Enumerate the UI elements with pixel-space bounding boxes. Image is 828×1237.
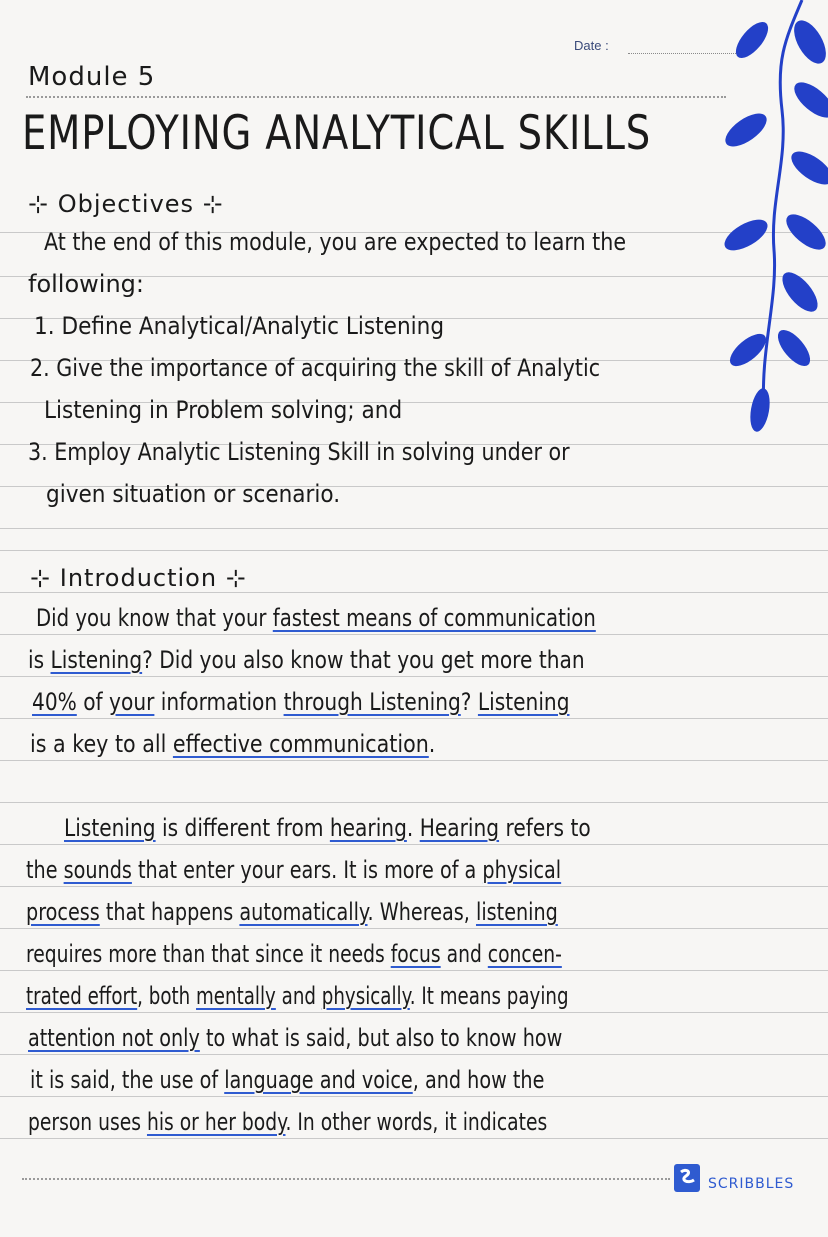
- dotted-guide: [26, 96, 726, 98]
- underlined-phrase: Hearing: [419, 814, 500, 842]
- intro-line: [28, 1108, 547, 1136]
- underlined-phrase: Listening: [50, 646, 143, 674]
- ruled-line: [0, 592, 828, 593]
- text-run: to what is said, but also to know how: [199, 1024, 563, 1052]
- text-run: the: [26, 856, 64, 884]
- objectives-heading: ⊹ Objectives ⊹: [28, 190, 224, 218]
- objective-line: given situation or scenario.: [46, 480, 341, 508]
- intro-line: [36, 604, 596, 632]
- objective-line: At the end of this module, you are expected to learn the: [44, 228, 627, 256]
- text-run: that happens: [99, 898, 240, 926]
- introduction-heading: ⊹ Introduction ⊹: [30, 564, 247, 592]
- underlined-phrase: fastest means of communication: [272, 604, 596, 632]
- ruled-line: [0, 1054, 828, 1055]
- text-run: Did you know that your: [36, 604, 273, 632]
- ruled-line: [0, 550, 828, 551]
- underlined-phrase: focus: [390, 940, 441, 968]
- objective-line: 3. Employ Analytic Listening Skill in solving under or: [28, 438, 570, 466]
- page-title: EMPLOYING ANALYTICAL SKILLS: [22, 106, 652, 161]
- intro-line: [64, 814, 591, 842]
- underlined-phrase: attention not only: [28, 1024, 200, 1052]
- footer-brand: SCRIBBLES: [708, 1176, 795, 1192]
- intro-line: [26, 898, 558, 926]
- text-run: is a key to all: [30, 730, 173, 758]
- underlined-phrase: physically: [321, 982, 410, 1010]
- underlined-phrase: concen-: [487, 940, 562, 968]
- intro-line: [26, 982, 569, 1010]
- text-run: ?: [460, 688, 478, 716]
- intro-line: [26, 856, 561, 884]
- leaf-vine-icon: [690, 0, 828, 460]
- text-run: , both: [137, 982, 197, 1010]
- intro-line: [30, 730, 435, 758]
- underlined-phrase: your: [109, 688, 155, 716]
- intro-line: [30, 1066, 544, 1094]
- underlined-phrase: physical: [482, 856, 562, 884]
- intro-line: [28, 1024, 562, 1052]
- text-run: it is said, the use of: [30, 1066, 225, 1094]
- ruled-line: [0, 928, 828, 929]
- text-run: and: [275, 982, 322, 1010]
- underlined-phrase: automatically: [239, 898, 368, 926]
- text-run: . It means paying: [409, 982, 569, 1010]
- objective-line: Listening in Problem solving; and: [44, 396, 403, 424]
- underlined-phrase: process: [26, 898, 100, 926]
- text-run: requires more than that since it needs: [26, 940, 391, 968]
- ruled-line: [0, 676, 828, 677]
- text-run: , and how the: [412, 1066, 545, 1094]
- ruled-line: [0, 886, 828, 887]
- ruled-line: [0, 970, 828, 971]
- objective-line: 2. Give the importance of acquiring the skill of Analytic: [30, 354, 601, 382]
- ruled-line: [0, 528, 828, 529]
- text-run: . Whereas,: [367, 898, 476, 926]
- underlined-phrase: his or her body: [146, 1108, 286, 1136]
- ruled-line: [0, 844, 828, 845]
- ruled-line: [0, 760, 828, 761]
- text-run: is: [28, 646, 51, 674]
- underlined-phrase: Listening: [477, 688, 570, 716]
- objective-line: following:: [28, 270, 144, 298]
- dotted-guide: [22, 1178, 670, 1180]
- ruled-line: [0, 1096, 828, 1097]
- ruled-line: [0, 718, 828, 719]
- ruled-line: [0, 634, 828, 635]
- underlined-phrase: mentally: [196, 982, 276, 1010]
- underlined-phrase: listening: [475, 898, 558, 926]
- underlined-phrase: Listening: [64, 814, 156, 842]
- underlined-phrase: sounds: [63, 856, 132, 884]
- ruled-line: [0, 1012, 828, 1013]
- underlined-phrase: hearing: [329, 814, 407, 842]
- text-run: information: [154, 688, 284, 716]
- text-run: ? Did you also know that you get more than: [142, 646, 585, 674]
- intro-line: [28, 646, 585, 674]
- text-run: . In other words, it indicates: [285, 1108, 548, 1136]
- ruled-line: [0, 802, 828, 803]
- text-run: of: [76, 688, 110, 716]
- module-label: Module 5: [28, 62, 156, 92]
- underlined-phrase: 40%: [32, 688, 77, 716]
- ruled-line: [0, 1138, 828, 1139]
- text-run: refers to: [499, 814, 591, 842]
- text-run: is different from: [155, 814, 330, 842]
- text-run: and: [440, 940, 488, 968]
- text-run: that enter your ears. It is more of a: [131, 856, 483, 884]
- date-label: Date :: [574, 38, 609, 53]
- text-run: person uses: [28, 1108, 147, 1136]
- intro-line: [26, 940, 562, 968]
- text-run: .: [406, 814, 420, 842]
- objective-line: 1. Define Analytical/Analytic Listening: [34, 312, 445, 340]
- underlined-phrase: through Listening: [283, 688, 461, 716]
- underlined-phrase: effective communication: [172, 730, 429, 758]
- intro-line: [32, 688, 570, 716]
- text-run: .: [428, 730, 436, 758]
- scribbles-logo-icon: [672, 1160, 704, 1194]
- underlined-phrase: trated effort: [26, 982, 138, 1010]
- underlined-phrase: language and voice: [224, 1066, 413, 1094]
